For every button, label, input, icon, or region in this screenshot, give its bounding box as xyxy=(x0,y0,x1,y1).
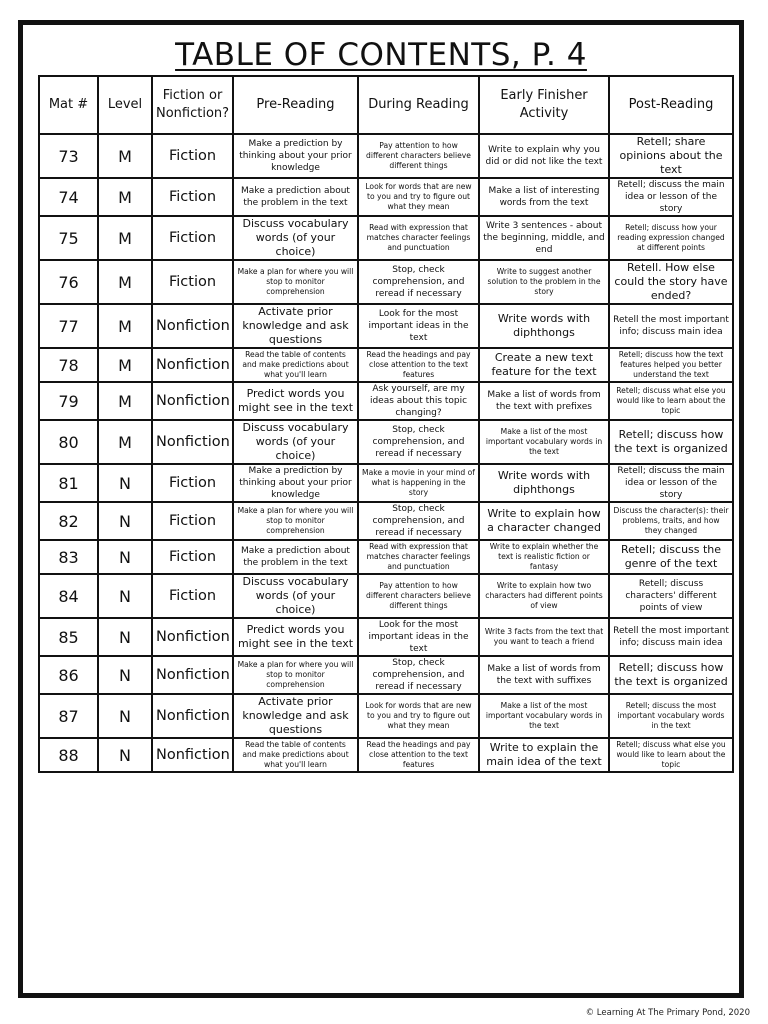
mat-cell: 83 xyxy=(39,540,98,574)
genre-cell: Fiction xyxy=(152,178,233,216)
mat-cell: 80 xyxy=(39,420,98,464)
genre-cell: Nonfiction xyxy=(152,420,233,464)
early-finisher-cell: Write words with diphthongs xyxy=(479,464,609,502)
level-cell: N xyxy=(98,464,152,502)
during-reading-cell: Read the headings and pay close attention to the text features xyxy=(358,738,479,772)
table-row xyxy=(39,540,733,574)
post-reading-cell: Retell; discuss how the text is organized xyxy=(609,420,733,464)
during-reading-cell: Ask yourself, are my ideas about this topic changing? xyxy=(358,382,479,420)
table-row xyxy=(39,382,733,420)
post-reading-cell: Retell the most important info; discuss main idea xyxy=(609,618,733,656)
level-cell: M xyxy=(98,134,152,178)
post-reading-cell: Retell; discuss how your reading expression changed at different points xyxy=(609,216,733,260)
level-cell: N xyxy=(98,694,152,738)
table-row xyxy=(39,348,733,382)
mat-cell: 79 xyxy=(39,382,98,420)
pre-reading-cell: Make a prediction about the problem in the text xyxy=(233,540,358,574)
during-reading-cell: Stop, check comprehension, and reread if necessary xyxy=(358,420,479,464)
early-finisher-cell: Write to explain how two characters had different points of view xyxy=(479,574,609,618)
header-pre-reading: Pre-Reading xyxy=(233,76,358,134)
during-reading-cell: Make a movie in your mind of what is happening in the story xyxy=(358,464,479,502)
post-reading-cell: Discuss the character(s): their problems, traits, and how they changed xyxy=(609,502,733,540)
early-finisher-cell: Make a list of words from the text with prefixes xyxy=(479,382,609,420)
contents-table xyxy=(38,75,734,773)
table-row xyxy=(39,178,733,216)
header-early-finisher: Early Finisher Activity xyxy=(479,76,609,134)
mat-cell: 75 xyxy=(39,216,98,260)
genre-cell: Fiction xyxy=(152,502,233,540)
pre-reading-cell: Read the table of contents and make predictions about what you'll learn xyxy=(233,348,358,382)
early-finisher-cell: Create a new text feature for the text xyxy=(479,348,609,382)
level-cell: M xyxy=(98,420,152,464)
table-row xyxy=(39,216,733,260)
pre-reading-cell: Predict words you might see in the text xyxy=(233,618,358,656)
early-finisher-cell: Make a list of the most important vocabulary words in the text xyxy=(479,420,609,464)
genre-cell: Nonfiction xyxy=(152,304,233,348)
table-row xyxy=(39,694,733,738)
early-finisher-cell: Write words with diphthongs xyxy=(479,304,609,348)
table-row xyxy=(39,304,733,348)
mat-cell: 77 xyxy=(39,304,98,348)
level-cell: N xyxy=(98,540,152,574)
pre-reading-cell: Make a prediction by thinking about your prior knowledge xyxy=(233,134,358,178)
genre-cell: Nonfiction xyxy=(152,738,233,772)
pre-reading-cell: Activate prior knowledge and ask questions xyxy=(233,694,358,738)
pre-reading-cell: Discuss vocabulary words (of your choice) xyxy=(233,216,358,260)
table-row xyxy=(39,656,733,694)
early-finisher-cell: Write to explain whether the text is realistic fiction or fantasy xyxy=(479,540,609,574)
pre-reading-cell: Activate prior knowledge and ask questions xyxy=(233,304,358,348)
during-reading-cell: Read with expression that matches character feelings and punctuation xyxy=(358,540,479,574)
pre-reading-cell: Read the table of contents and make predictions about what you'll learn xyxy=(233,738,358,772)
early-finisher-cell: Write to explain how a character changed xyxy=(479,502,609,540)
post-reading-cell: Retell; discuss the main idea or lesson of the story xyxy=(609,178,733,216)
during-reading-cell: Stop, check comprehension, and reread if necessary xyxy=(358,656,479,694)
genre-cell: Nonfiction xyxy=(152,618,233,656)
header-genre: Fiction or Nonfiction? xyxy=(152,76,233,134)
header-post-reading: Post-Reading xyxy=(609,76,733,134)
post-reading-cell: Retell; discuss the genre of the text xyxy=(609,540,733,574)
during-reading-cell: Read with expression that matches character feelings and punctuation xyxy=(358,216,479,260)
post-reading-cell: Retell; discuss what else you would like to learn about the topic xyxy=(609,738,733,772)
during-reading-cell: Look for words that are new to you and try to figure out what they mean xyxy=(358,178,479,216)
post-reading-cell: Retell; discuss characters' different points of view xyxy=(609,574,733,618)
post-reading-cell: Retell; discuss what else you would like to learn about the topic xyxy=(609,382,733,420)
post-reading-cell: Retell the most important info; discuss main idea xyxy=(609,304,733,348)
pre-reading-cell: Make a plan for where you will stop to monitor comprehension xyxy=(233,656,358,694)
level-cell: M xyxy=(98,216,152,260)
table-row xyxy=(39,134,733,178)
level-cell: M xyxy=(98,304,152,348)
level-cell: N xyxy=(98,618,152,656)
level-cell: N xyxy=(98,656,152,694)
header-during-reading: During Reading xyxy=(358,76,479,134)
post-reading-cell: Retell; discuss the main idea or lesson of the story xyxy=(609,464,733,502)
level-cell: N xyxy=(98,738,152,772)
mat-cell: 73 xyxy=(39,134,98,178)
mat-cell: 74 xyxy=(39,178,98,216)
mat-cell: 78 xyxy=(39,348,98,382)
post-reading-cell: Retell; share opinions about the text xyxy=(609,134,733,178)
copyright-notice: © Learning At The Primary Pond, 2020 xyxy=(585,1008,750,1018)
mat-cell: 86 xyxy=(39,656,98,694)
table-row xyxy=(39,502,733,540)
table-row xyxy=(39,574,733,618)
pre-reading-cell: Predict words you might see in the text xyxy=(233,382,358,420)
post-reading-cell: Retell. How else could the story have ended? xyxy=(609,260,733,304)
level-cell: M xyxy=(98,382,152,420)
during-reading-cell: Stop, check comprehension, and reread if necessary xyxy=(358,260,479,304)
level-cell: M xyxy=(98,178,152,216)
level-cell: N xyxy=(98,574,152,618)
table-body xyxy=(39,134,733,772)
post-reading-cell: Retell; discuss how the text features helped you better understand the text xyxy=(609,348,733,382)
level-cell: M xyxy=(98,260,152,304)
post-reading-cell: Retell; discuss how the text is organized xyxy=(609,656,733,694)
pre-reading-cell: Discuss vocabulary words (of your choice) xyxy=(233,420,358,464)
pre-reading-cell: Make a plan for where you will stop to monitor comprehension xyxy=(233,502,358,540)
early-finisher-cell: Write to explain why you did or did not like the text xyxy=(479,134,609,178)
during-reading-cell: Stop, check comprehension, and reread if necessary xyxy=(358,502,479,540)
header-mat: Mat # xyxy=(39,76,98,134)
genre-cell: Fiction xyxy=(152,260,233,304)
mat-cell: 81 xyxy=(39,464,98,502)
during-reading-cell: Read the headings and pay close attention to the text features xyxy=(358,348,479,382)
level-cell: N xyxy=(98,502,152,540)
table-row xyxy=(39,618,733,656)
during-reading-cell: Look for the most important ideas in the text xyxy=(358,304,479,348)
early-finisher-cell: Write to suggest another solution to the problem in the story xyxy=(479,260,609,304)
mat-cell: 85 xyxy=(39,618,98,656)
page-title: TABLE OF CONTENTS, P. 4 xyxy=(175,37,587,73)
during-reading-cell: Look for the most important ideas in the text xyxy=(358,618,479,656)
table-row xyxy=(39,420,733,464)
pre-reading-cell: Discuss vocabulary words (of your choice) xyxy=(233,574,358,618)
mat-cell: 76 xyxy=(39,260,98,304)
mat-cell: 84 xyxy=(39,574,98,618)
early-finisher-cell: Write 3 facts from the text that you want to teach a friend xyxy=(479,618,609,656)
genre-cell: Fiction xyxy=(152,540,233,574)
table-row xyxy=(39,464,733,502)
pre-reading-cell: Make a prediction about the problem in the text xyxy=(233,178,358,216)
mat-cell: 82 xyxy=(39,502,98,540)
mat-cell: 88 xyxy=(39,738,98,772)
table-row xyxy=(39,260,733,304)
pre-reading-cell: Make a prediction by thinking about your prior knowledge xyxy=(233,464,358,502)
early-finisher-cell: Make a list of interesting words from the text xyxy=(479,178,609,216)
during-reading-cell: Pay attention to how different characters believe different things xyxy=(358,574,479,618)
level-cell: M xyxy=(98,348,152,382)
genre-cell: Nonfiction xyxy=(152,382,233,420)
genre-cell: Fiction xyxy=(152,216,233,260)
post-reading-cell: Retell; discuss the most important vocabulary words in the text xyxy=(609,694,733,738)
genre-cell: Nonfiction xyxy=(152,694,233,738)
genre-cell: Fiction xyxy=(152,464,233,502)
header-level: Level xyxy=(98,76,152,134)
genre-cell: Fiction xyxy=(152,134,233,178)
genre-cell: Nonfiction xyxy=(152,656,233,694)
during-reading-cell: Pay attention to how different characters believe different things xyxy=(358,134,479,178)
genre-cell: Fiction xyxy=(152,574,233,618)
during-reading-cell: Look for words that are new to you and try to figure out what they mean xyxy=(358,694,479,738)
pre-reading-cell: Make a plan for where you will stop to monitor comprehension xyxy=(233,260,358,304)
early-finisher-cell: Write to explain the main idea of the text xyxy=(479,738,609,772)
page-frame xyxy=(18,20,744,998)
genre-cell: Nonfiction xyxy=(152,348,233,382)
early-finisher-cell: Make a list of the most important vocabulary words in the text xyxy=(479,694,609,738)
header-row xyxy=(39,76,733,134)
table-row xyxy=(39,738,733,772)
mat-cell: 87 xyxy=(39,694,98,738)
early-finisher-cell: Write 3 sentences - about the beginning, middle, and end xyxy=(479,216,609,260)
early-finisher-cell: Make a list of words from the text with suffixes xyxy=(479,656,609,694)
